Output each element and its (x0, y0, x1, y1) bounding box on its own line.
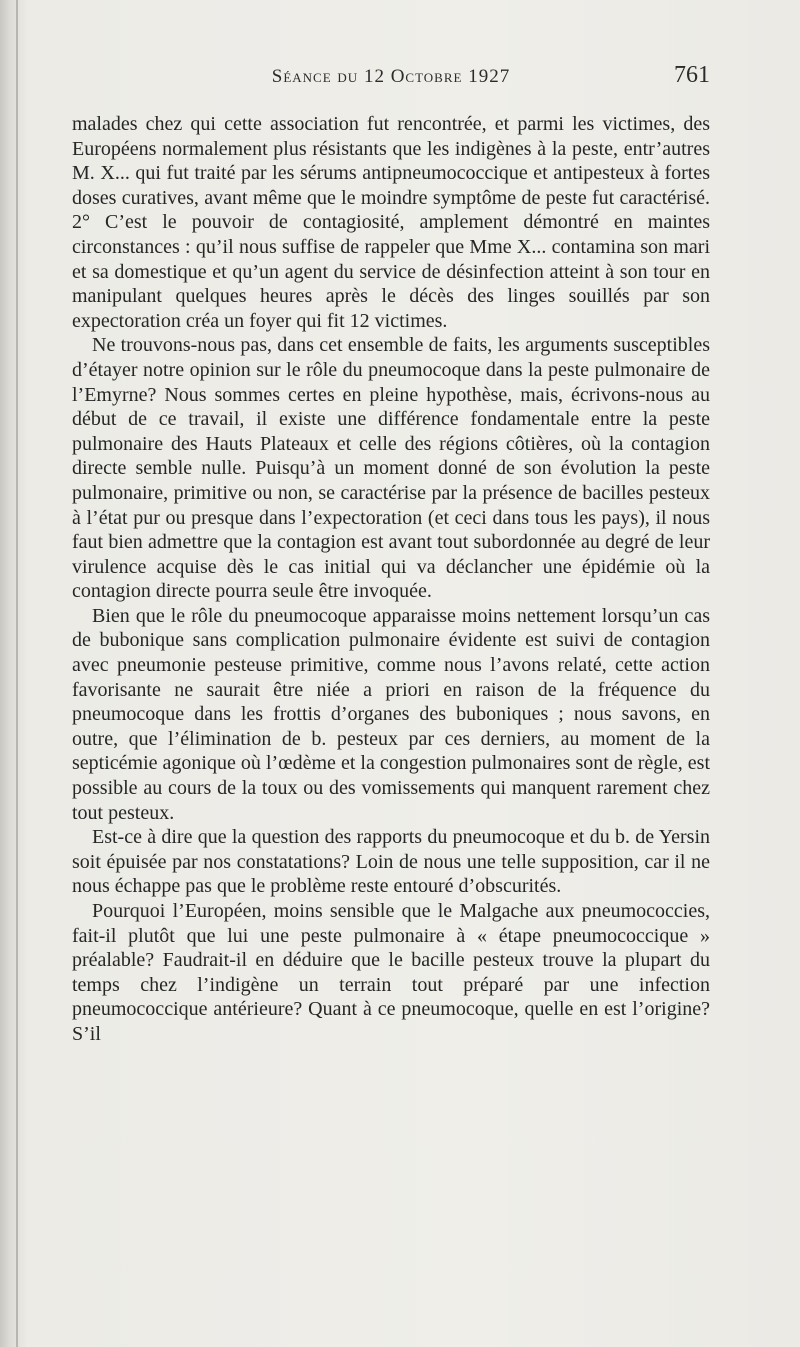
paragraph: Est-ce à dire que la question des rapports du pneumocoque et du b. de Yersin soit épuisée par nos constatations? Loin de nous une telle supposition, car il ne nous échappe pas que le problème reste entouré d’obscurités. (72, 826, 710, 898)
binding-gutter (16, 0, 18, 1347)
paragraph: Bien que le rôle du pneumocoque apparaisse moins nettement lorsqu’un cas de bubonique sans complication pulmonaire évidente est suivi de contagion avec pneumonie pesteuse primitive, comme nous l’avons relaté, cette action favorisante ne saurait être niée a priori en raison de la fréquence du pneumocoque dans les frottis d’organes des buboniques ; nous savons, en outre, que l’élimination de b. pesteux par ces derniers, au moment de la septicémie agonique où l’œdème et la congestion pulmonaires sont de règle, est possible au cours de la toux ou des vomissements qui manquent rarement chez tout pesteux. (72, 604, 710, 824)
paragraph: malades chez qui cette association fut rencontrée, et parmi les victimes, des Européens normalement plus résistants que les indigènes à la peste, entr’autres M. X... qui fut traité par les sérums antipneumococcique et antipesteux à fortes doses curatives, avant même que le moindre symptôme de peste fut caractérisé. 2° C’est le pouvoir de contagiosité, amplement démontré en maintes circonstances : qu’il nous suffise de rappeler que Mme X... contamina son mari et sa domestique et qu’un agent du service de désinfection atteint à son tour en manipulant quelques heures après le décès des linges souillés par son expectoration créa un foyer qui fit 12 victimes. (72, 113, 710, 332)
body-text (72, 112, 710, 1047)
paragraph: Ne trouvons-nous pas, dans cet ensemble de faits, les arguments susceptibles d’étayer notre opinion sur le rôle du pneumocoque dans la peste pulmonaire de l’Emyrne? Nous sommes certes en pleine hypothèse, mais, écrivons-nous au début de ce travail, il existe une différence fondamentale entre la peste pulmonaire des Hauts Plateaux et celle des régions côtières, où la contagion directe semble nulle. Puisqu’à un moment donné de son évolution la peste pulmonaire, primitive ou non, se caractérise par la présence de bacilles pesteux à l’état pur ou presque dans l’expectoration (et ceci dans tous les pays), il nous faut bien admettre que la contagion est avant tout subordonnée au degré de leur virulence acquise dès le cas initial qui va déclancher une épidémie où la contagion directe pourra seule être invoquée. (72, 334, 710, 603)
page-number: 761 (674, 62, 710, 88)
running-title: Séance du 12 Octobre 1927 (271, 66, 511, 87)
paragraph: Pourquoi l’Européen, moins sensible que le Malgache aux pneumococcies, fait-il plutôt que lui une peste pulmonaire à « étape pneumococcique » préalable? Faudrait-il en déduire que le bacille pesteux trouve la plupart du temps chez l’indigène un terrain tout préparé par une infection pneumococcique antérieure? Quant à ce pneumocoque, quelle en est l’origine? S’il (72, 900, 710, 1045)
running-head (72, 62, 710, 94)
